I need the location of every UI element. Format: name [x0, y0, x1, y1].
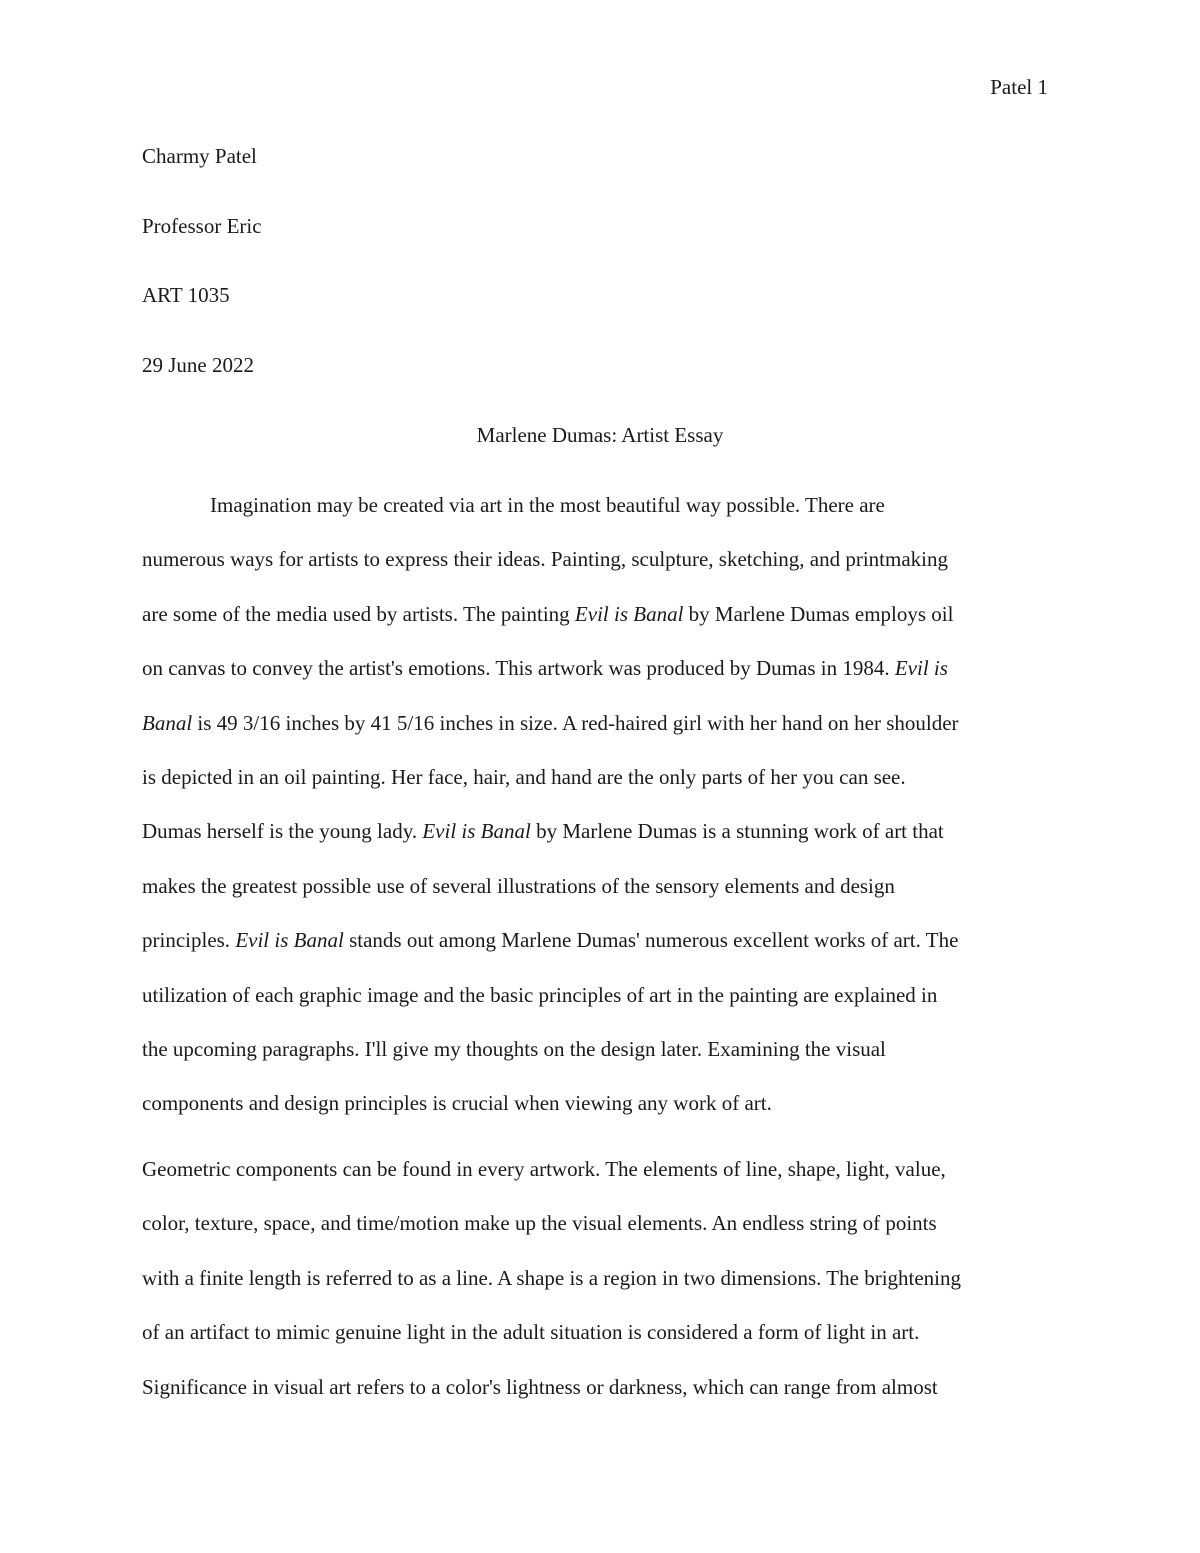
essay-title: Marlene Dumas: Artist Essay: [476, 423, 724, 447]
paragraph-line: utilization of each graphic image and the basic principles of art in the painting are explained in: [142, 982, 938, 1007]
paragraph-line: Significance in visual art refers to a color's lightness or darkness, which can range from almost: [142, 1374, 938, 1399]
paragraph-line: Imagination may be created via art in the most beautiful way possible. There are: [210, 493, 885, 517]
paragraph-line: components and design principles is crucial when viewing any work of art.: [142, 1091, 772, 1116]
instructor-name: Professor Eric: [142, 214, 262, 238]
paragraph-line: principles. Evil is Banal stands out among Marlene Dumas' numerous excellent works of art. The: [142, 928, 959, 953]
artwork-title: Evil is Banal: [574, 601, 684, 626]
paragraph-line: color, texture, space, and time/motion make up the visual elements. An endless string of points: [142, 1211, 937, 1236]
artwork-title: Evil is Banal: [422, 819, 531, 844]
paragraph-line: the upcoming paragraphs. I'll give my thoughts on the design later. Examining the visual: [142, 1036, 886, 1061]
paragraph-line: numerous ways for artists to express their ideas. Painting, sculpture, sketching, and printmaking: [142, 547, 949, 572]
paragraph-line: makes the greatest possible use of several illustrations of the sensory elements and design: [142, 873, 895, 898]
artwork-title: Evil is: [894, 656, 948, 681]
student-name: Charmy Patel: [142, 144, 257, 168]
course-code: ART 1035: [142, 283, 230, 307]
paragraph-line: on canvas to convey the artist's emotions. This artwork was produced by Dumas in 1984. Evil is: [142, 656, 948, 681]
paragraph-intro: [142, 492, 1062, 1145]
paragraph-line: with a finite length is referred to as a line. A shape is a region in two dimensions. The brightening: [142, 1265, 962, 1290]
paragraph-visual-elements: [142, 1156, 1062, 1428]
essay-date: 29 June 2022: [142, 353, 254, 377]
paragraph-line: Geometric components can be found in every artwork. The elements of line, shape, light, value,: [142, 1157, 946, 1181]
paragraph-line: are some of the media used by artists. The painting Evil is Banal by Marlene Dumas employs oil: [142, 601, 954, 626]
artwork-title: Banal: [142, 710, 193, 735]
artwork-title: Evil is Banal: [235, 928, 344, 953]
running-head: Patel 1: [990, 75, 1048, 99]
paragraph-line: is depicted in an oil painting. Her face, hair, and hand are the only parts of her you can see.: [142, 764, 906, 789]
paragraph-line: Banal is 49 3/16 inches by 41 5/16 inches in size. A red-haired girl with her hand on her shoulder: [142, 710, 959, 735]
paragraph-line: Dumas herself is the young lady. Evil is Banal by Marlene Dumas is a stunning work of art that: [142, 819, 944, 844]
paragraph-line: of an artifact to mimic genuine light in the adult situation is considered a form of light in art.: [142, 1320, 920, 1345]
